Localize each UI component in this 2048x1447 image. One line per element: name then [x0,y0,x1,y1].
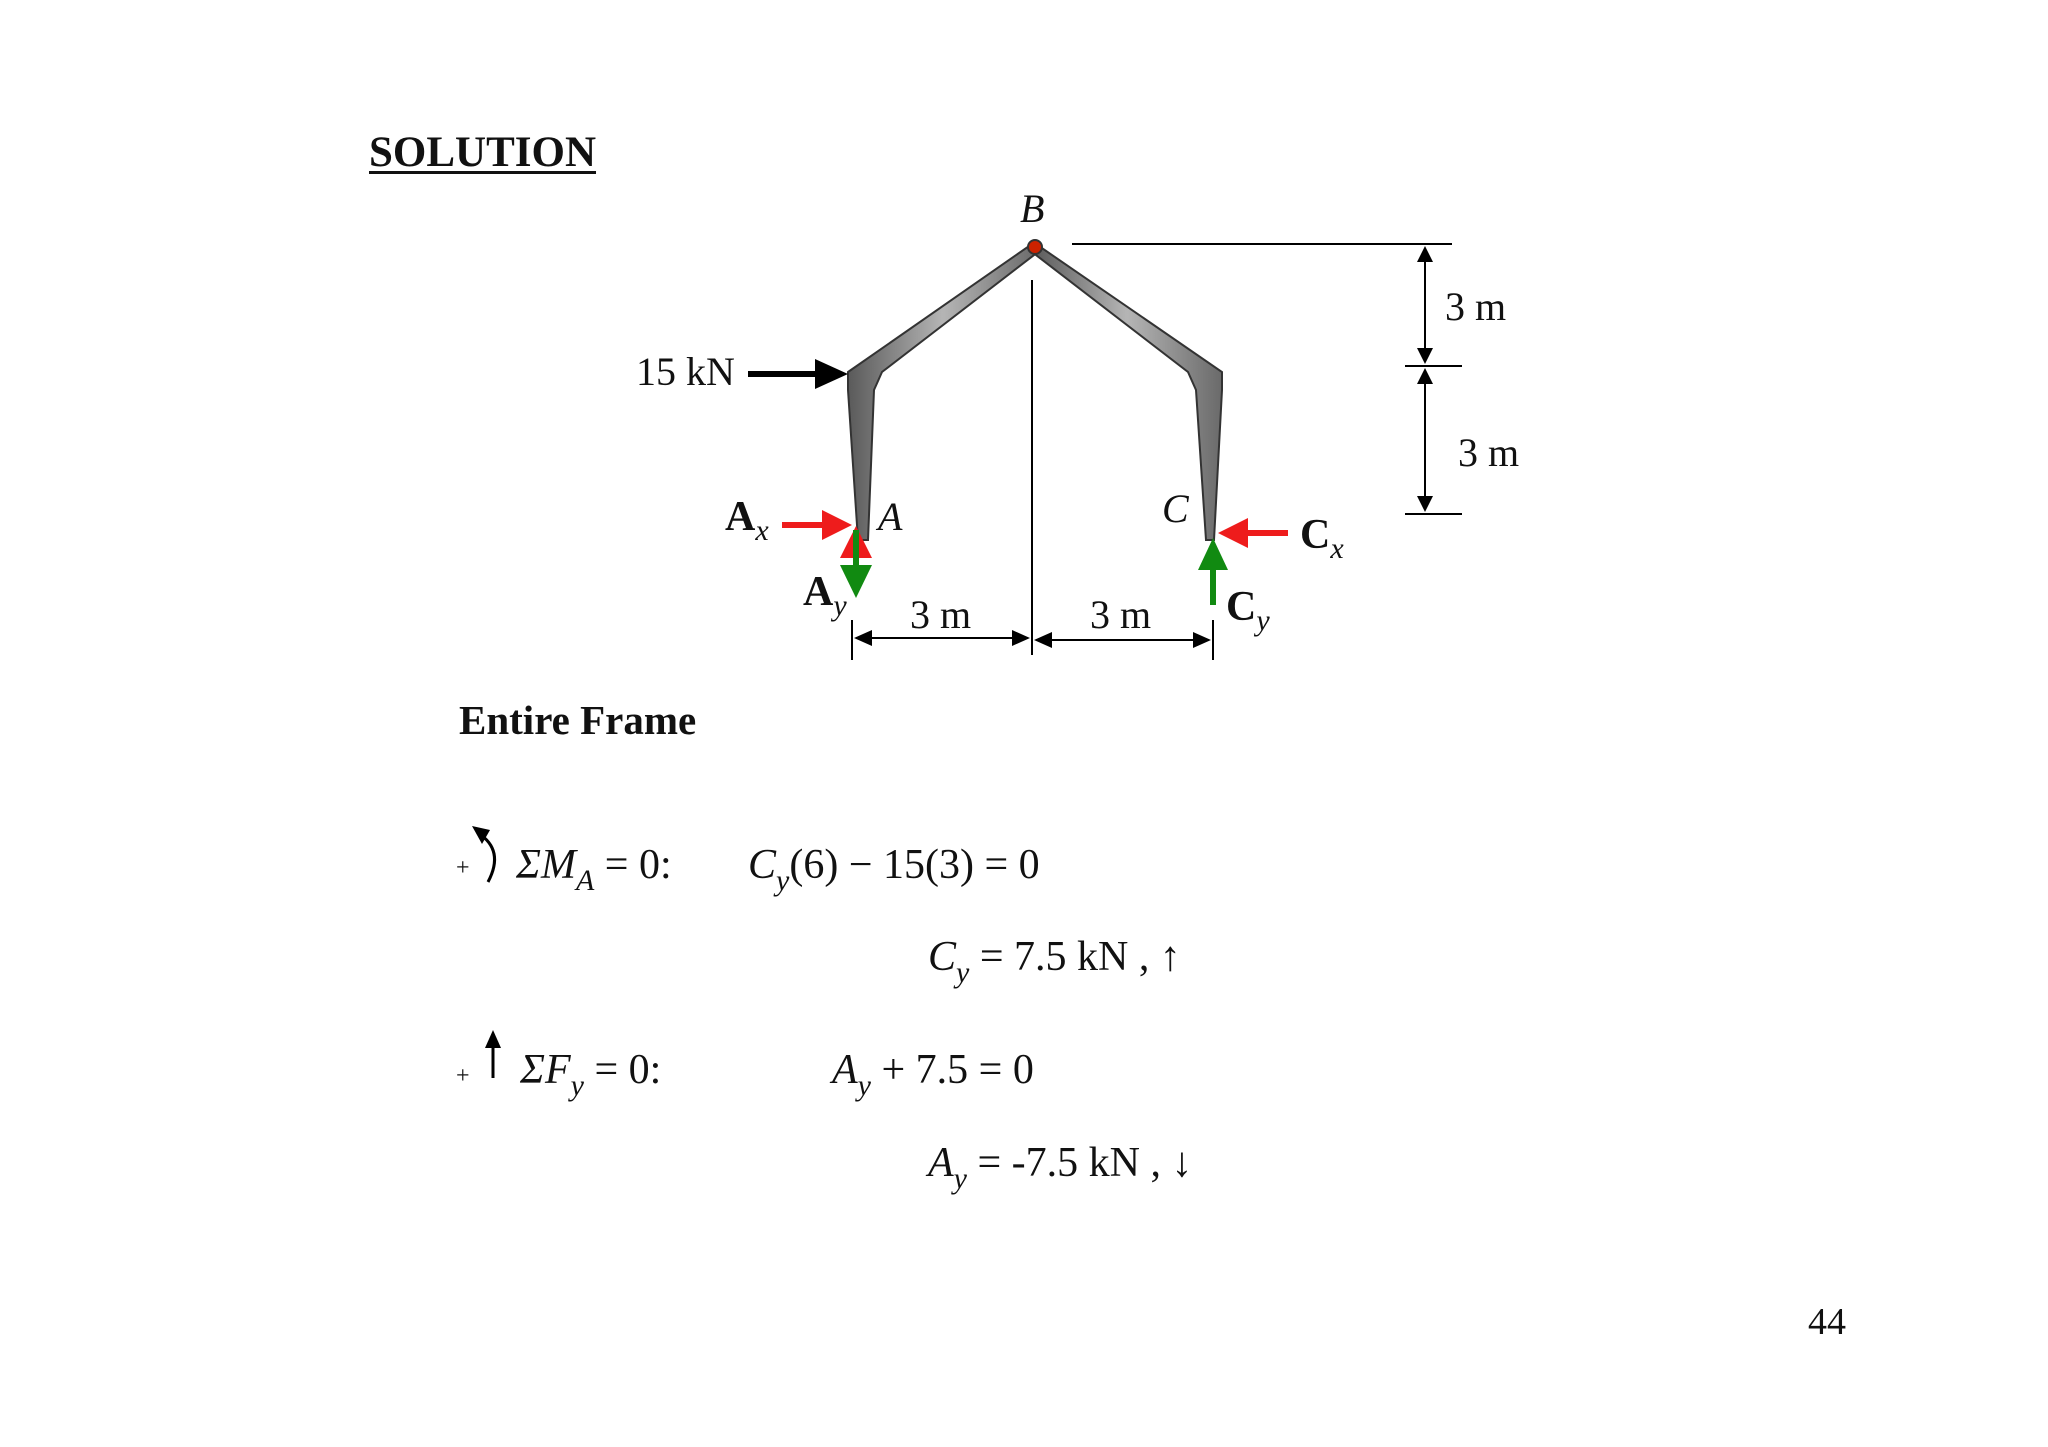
dim-left-arrow-b [1012,630,1030,646]
solution-heading: SOLUTION [369,129,597,176]
dim-upper-arrow-a [1417,246,1433,262]
dim-right-arrow-a [1034,632,1052,648]
dim-right-arrow-b [1193,632,1211,648]
label-a: A [878,494,903,539]
force-lhs: $A_y + 7.5 = 0$ [832,1047,1034,1102]
section-title: Entire Frame [459,697,697,743]
label-b: B [1020,186,1045,231]
dim-upper-label: 3 m [1445,284,1507,329]
ax-label: $A_x$ [725,494,769,547]
moment-lhs: $C_y(6) - 15(3) = 0$ [748,842,1040,897]
dim-lower-label: 3 m [1458,430,1520,475]
force-result: $A_y = -7.5$ kN , ↓ [928,1140,1193,1195]
moment-condition: $\Sigma M_A = 0$: [516,842,672,897]
force-condition: $\Sigma F_y = 0$: [520,1047,662,1102]
force-up-arrowhead [485,1030,501,1048]
label-c: C [1162,486,1189,531]
dim-lower-arrow-a [1417,368,1433,384]
dim-left-label: 3 m [910,592,972,637]
cx-label: $C_x$ [1300,512,1344,565]
dim-left-arrow-a [854,630,872,646]
moment-plus: + [456,855,470,881]
left-frame-member [848,244,1038,540]
ax-arrowhead [822,510,852,540]
load-arrowhead [815,359,848,389]
ay-label: $A_y$ [803,569,847,622]
cy-label: $C_y$ [1226,584,1270,637]
page-number: 44 [1808,1301,1846,1343]
dim-upper-arrow-b [1417,348,1433,364]
force-plus: + [456,1063,470,1089]
pin-b [1028,240,1042,254]
load-label: 15 kN [636,349,735,394]
dim-lower-arrow-b [1417,496,1433,512]
dim-right-label: 3 m [1090,592,1152,637]
moment-result: $C_y = 7.5$ kN , ↑ [928,934,1181,989]
right-frame-member [1032,244,1222,540]
cx-arrowhead [1218,518,1248,548]
